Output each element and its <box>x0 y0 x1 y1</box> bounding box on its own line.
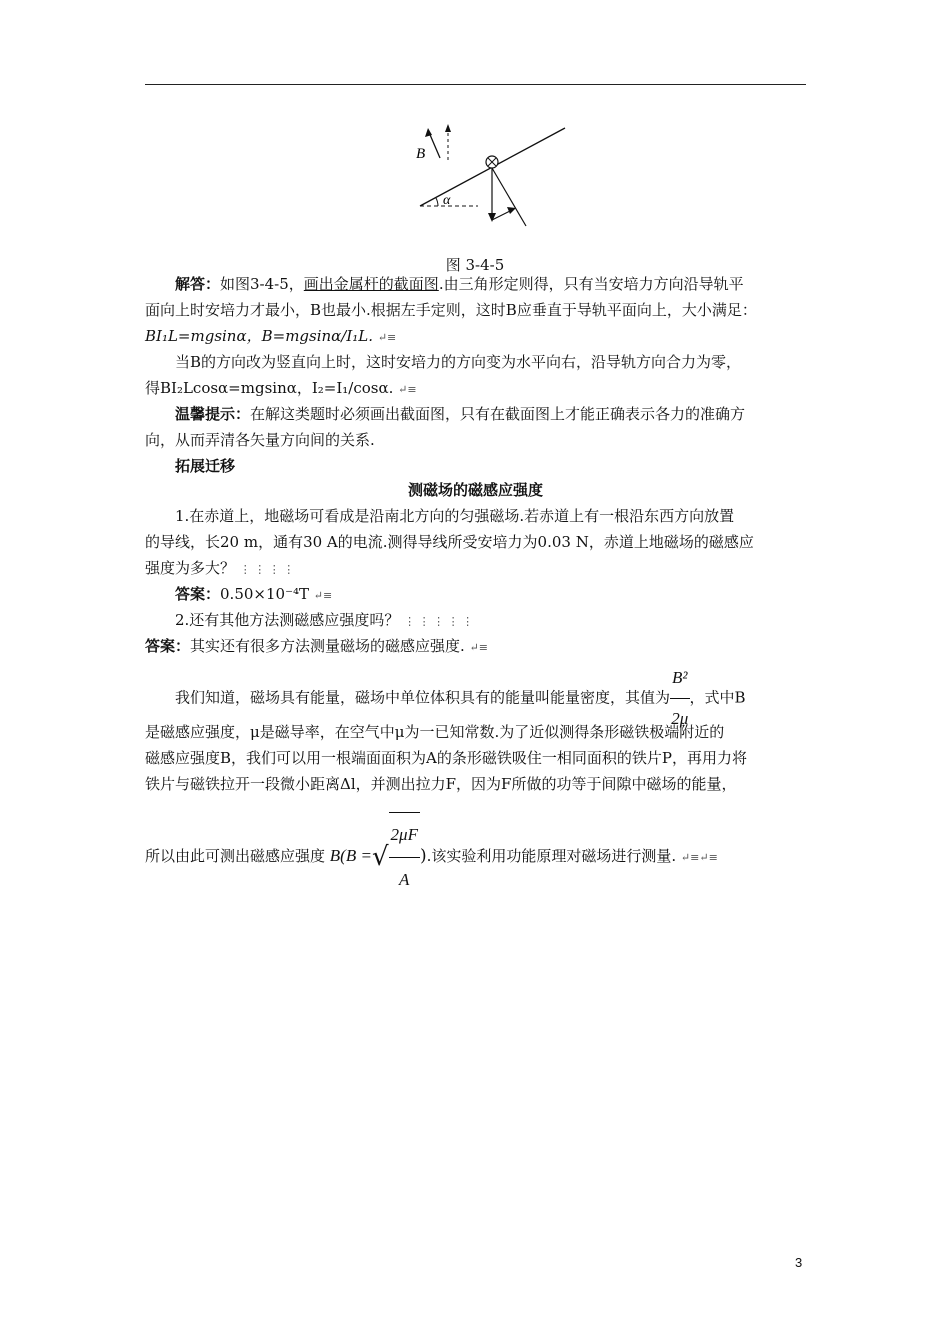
answer-line-5: 得BI₂Lcosα=mgsinα，I₂=I₁/cosα. ↵≡ <box>145 379 417 397</box>
b-label: B <box>416 146 426 162</box>
angle-arc <box>436 198 438 206</box>
para-line-3: 磁感应强度B，我们可以用一根端面面积为A的条形磁铁吸住一相同面积的铁片P，再用力将 <box>145 749 747 767</box>
extension-title: 测磁场的磁感应强度 <box>407 481 543 499</box>
tip-line-2: 向，从而弄清各矢量方向间的关系. <box>145 431 375 449</box>
q1-line-3: 强度为多大？ ⋮ ⋮ ⋮ ⋮ <box>145 559 295 577</box>
page-number: 3 <box>795 1255 803 1270</box>
figure-caption: 图 3-4-5 <box>445 256 505 274</box>
answer-line-4: 当B的方向改为竖直向上时，这时安培力的方向变为水平向右，沿导轨方向合力为零， <box>175 353 742 371</box>
underlined-phrase: 画出金属杆的截面图 <box>303 275 439 293</box>
q2: 2.还有其他方法测磁感应强度吗？ ⋮ ⋮ ⋮ ⋮ ⋮ <box>175 611 474 629</box>
extension-heading: 拓展迁移 <box>175 457 236 475</box>
q1-line-2: 的导线，长20 m，通有30 A的电流.测得导线所受安培力为0.03 N，赤道上地磁场的磁感应 <box>145 533 754 551</box>
cross-section-figure <box>410 118 580 238</box>
answer-1-label: 答案： <box>175 585 221 603</box>
sqrt-fraction: $\frac{2\mu F}{A}$ <box>389 812 420 902</box>
answer-2-label: 答案： <box>145 637 191 655</box>
formula-prefix: B(B = <box>329 846 372 865</box>
para-line-4: 铁片与磁铁拉开一段微小距离Δl，并测出拉力F，因为F所做的功等于间隙中磁场的能量， <box>145 775 737 793</box>
sqrt-icon: √ <box>371 842 389 872</box>
answer-2: 答案：其实还有很多方法测量磁场的磁感应强度. ↵≡ <box>145 637 489 655</box>
tip-label: 温馨提示： <box>175 405 251 423</box>
para-line-1: 我们知道，磁场具有能量，磁场中单位体积具有的能量叫能量密度，其值为 $\frac{\text{B²}}{2\mu}$ ，式中B <box>145 658 806 739</box>
answer-label: 解答： <box>175 275 221 293</box>
answer-1: 答案：0.50×10⁻⁴T ↵≡ <box>175 585 333 603</box>
para-line-5: 所以由此可测出磁感应强度 B(B =√ $\frac{2\mu F}{A}$ ).该实验利用功能原理对磁场进行测量. ↵≡↵≡ <box>145 812 806 902</box>
q1-line-1: 1.在赤道上，地磁场可看成是沿南北方向的匀强磁场.若赤道上有一根沿东西方向放置 <box>175 507 735 525</box>
header-rule <box>145 84 806 85</box>
para-line-2: 是磁感应强度，μ是磁导率，在空气中μ为一已知常数.为了近似测得条形磁铁极端附近的 <box>145 723 725 741</box>
tip-line-1: 温馨提示：在解这类题时必须画出截面图，只有在截面图上才能正确表示各力的准确方 <box>175 405 746 423</box>
answer-line-3: BI₁L=mgsinα，B=mgsinα/I₁L. ↵≡ <box>145 327 397 345</box>
answer-line-1: 解答：如图3-4-5，画出金属杆的截面图.由三角形定则得，只有当安培力方向沿导轨平 <box>175 275 744 293</box>
energy-density-fraction: $\frac{\text{B²}}{2\mu}$ <box>670 658 689 739</box>
alpha-label: α <box>443 193 451 208</box>
answer-line-2: 面向上时安培力才最小，B也最小.根据左手定则，这时B应垂直于导轨平面向上，大小满足： <box>145 301 757 319</box>
